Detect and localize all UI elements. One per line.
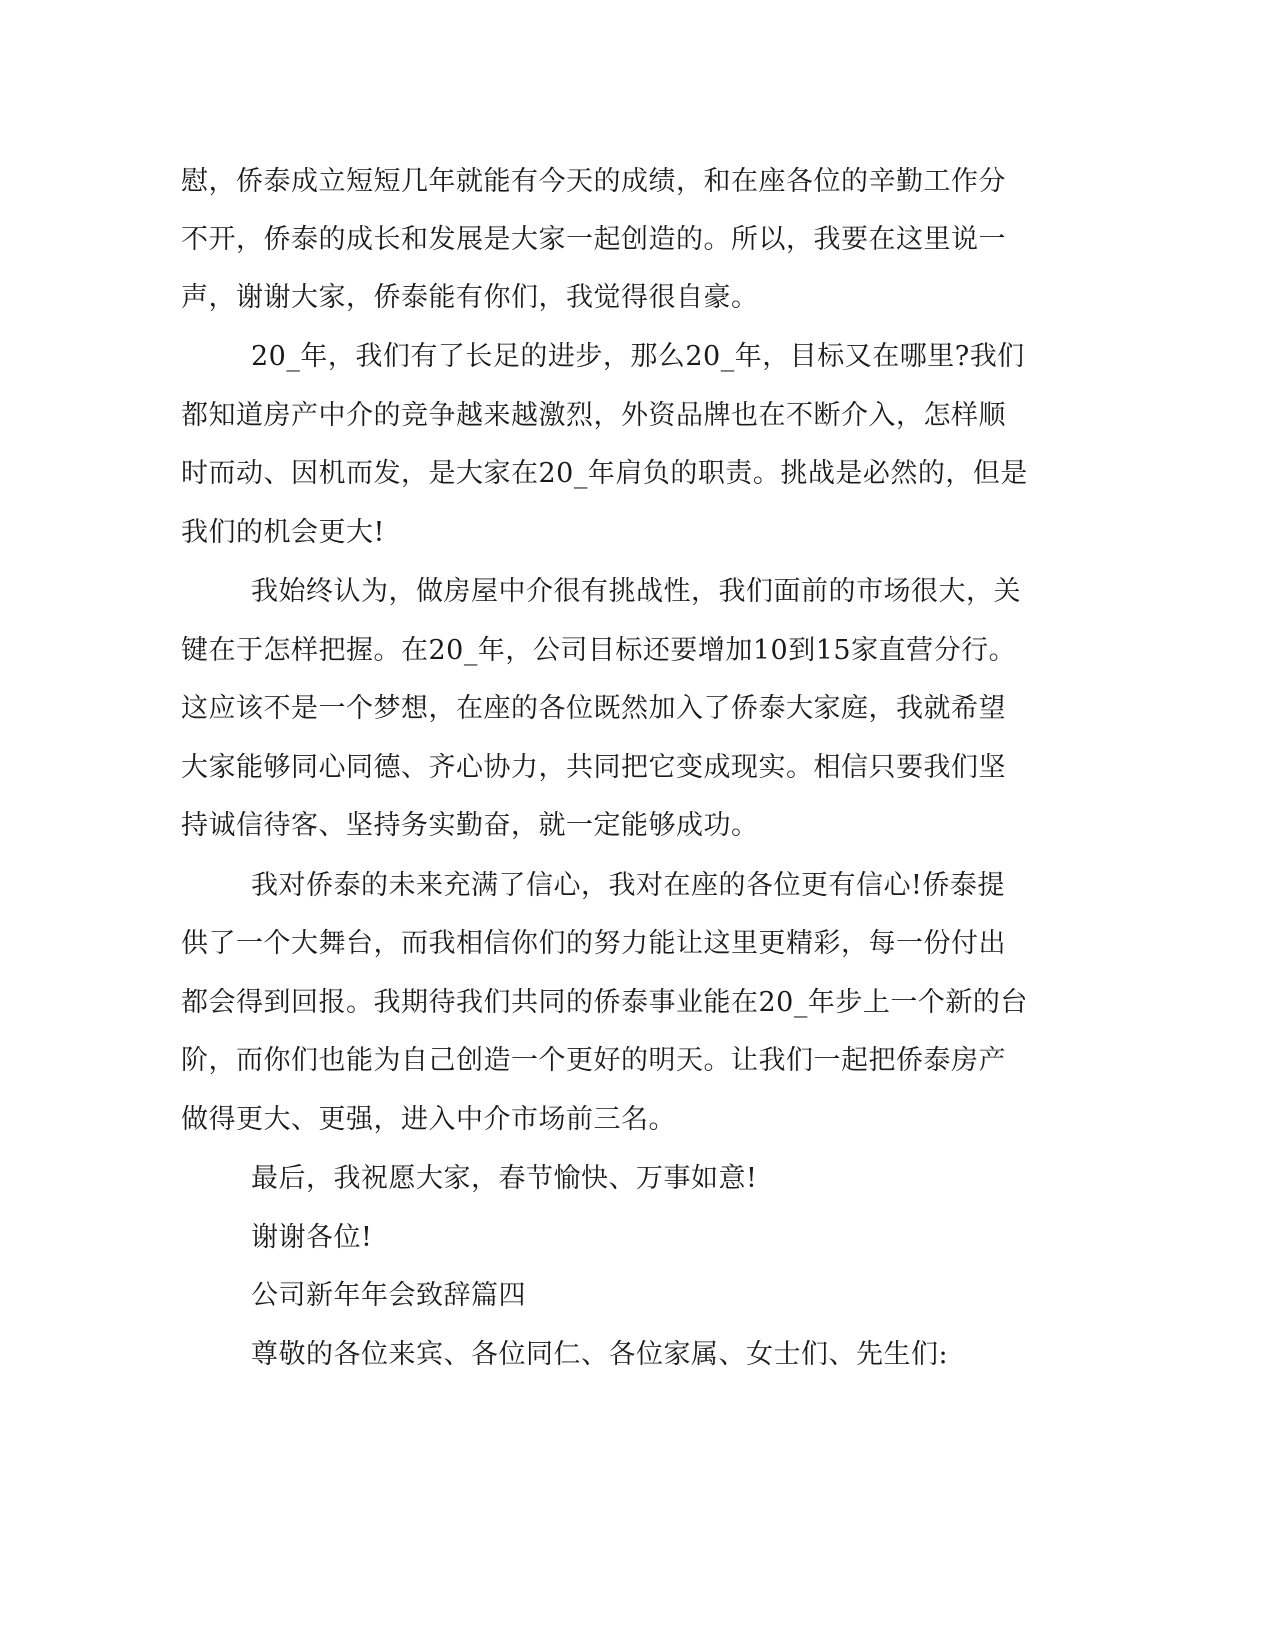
text-line: 键在于怎样把握。在20_年，公司目标还要增加10到15家直营分行。 — [181, 635, 1017, 666]
text-line: 20_年，我们有了长足的进步，那么20_年，目标又在哪里?我们 — [251, 341, 1025, 372]
text-line: 时而动、因机而发，是大家在20_年肩负的职责。挑战是必然的，但是 — [181, 458, 1028, 489]
text-line: 做得更大、更强，进入中介市场前三名。 — [181, 1104, 676, 1135]
text-line: 都知道房产中介的竞争越来越激烈，外资品牌也在不断介入，怎样顺 — [181, 400, 1006, 431]
text-line: 声，谢谢大家，侨泰能有你们，我觉得很自豪。 — [181, 282, 759, 313]
text-line: 不开，侨泰的成长和发展是大家一起创造的。所以，我要在这里说一 — [181, 224, 1006, 255]
text-line: 这应该不是一个梦想，在座的各位既然加入了侨泰大家庭，我就希望 — [181, 693, 1006, 724]
text-line: 我始终认为，做房屋中介很有挑战性，我们面前的市场很大，关 — [251, 576, 1021, 607]
text-line: 谢谢各位! — [251, 1222, 373, 1253]
text-line: 慰，侨泰成立短短几年就能有今天的成绩，和在座各位的辛勤工作分 — [181, 166, 1006, 197]
text-line: 我们的机会更大! — [181, 517, 385, 548]
text-line: 大家能够同心同德、齐心协力，共同把它变成现实。相信只要我们坚 — [181, 752, 1006, 783]
text-line: 持诚信待客、坚持务实勤奋，就一定能够成功。 — [181, 810, 759, 841]
text-line: 最后，我祝愿大家，春节愉快、万事如意! — [251, 1163, 758, 1194]
text-line: 阶，而你们也能为自己创造一个更好的明天。让我们一起把侨泰房产 — [181, 1045, 1006, 1076]
salutation: 尊敬的各位来宾、各位同仁、各位家属、女士们、先生们: — [251, 1339, 949, 1370]
text-line: 都会得到回报。我期待我们共同的侨泰事业能在20_年步上一个新的台 — [181, 987, 1028, 1018]
text-line: 供了一个大舞台，而我相信你们的努力能让这里更精彩，每一份付出 — [181, 928, 1006, 959]
text-line: 我对侨泰的未来充满了信心，我对在座的各位更有信心!侨泰提 — [251, 870, 1005, 901]
section-heading: 公司新年年会致辞篇四 — [251, 1280, 526, 1311]
